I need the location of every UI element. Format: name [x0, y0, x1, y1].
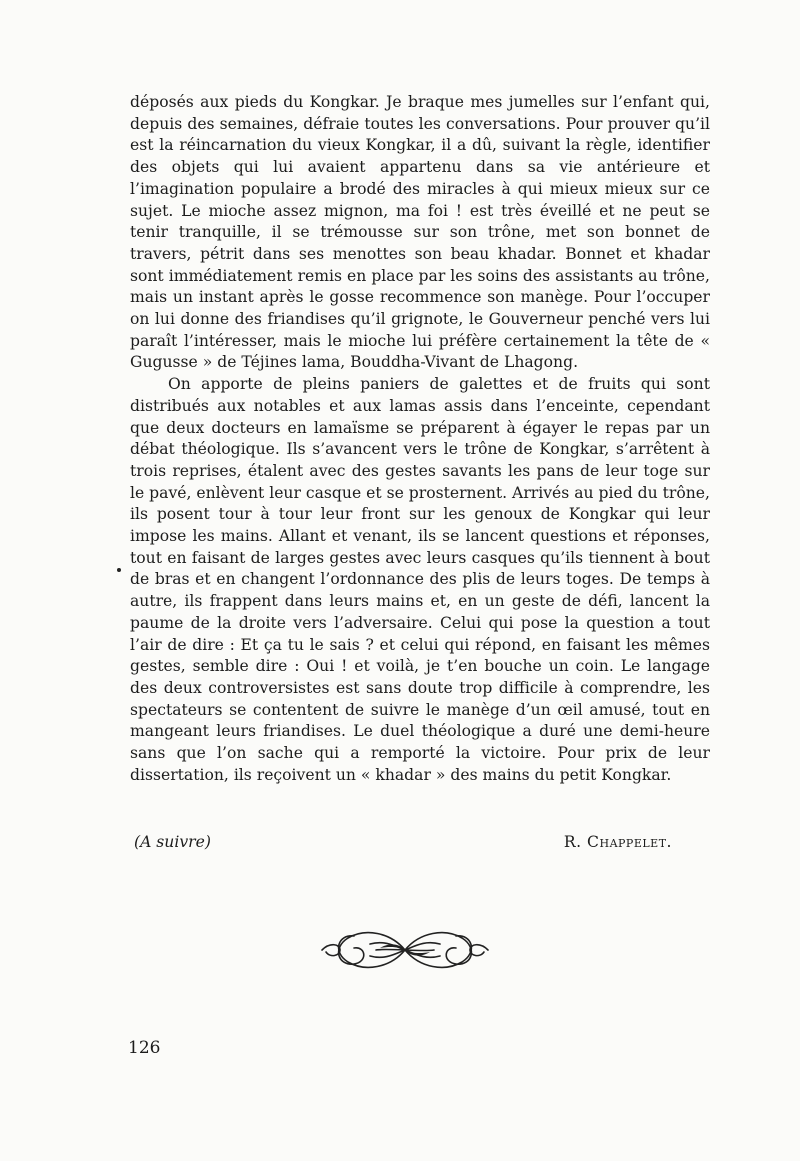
author-signature: R. Chappelet. [563, 833, 672, 851]
paragraph-2: On apporte de pleins paniers de galettes et de fruits qui sont distribués aux notables et aux lamas assis dans l’enceinte, cependant que deux docteurs en lamaïsme se préparent à égayer le repas par un débat théologique. Ils s’avancent vers le trône de Kongkar, s’arrêtent à trois reprises, étalent avec des gestes savants les pans de leur toge sur le pavé, enlèvent leur casque et se prosternent. Arrivés au pied du trône, ils posent tour à tour leur front sur les genoux de Kongkar qui leur impose les mains. Allant et venant, ils se lancent questions et réponses, tout en faisant de larges gestes avec leurs casques qu’ils tiennent à bout de bras et en changent l’ordonnance des plis de leurs toges. De temps à autre, ils frappent dans leurs mains et, en un geste de défi, lancent la paume de la droite vers l’adversaire. Celui qui pose la question a tout l’air de dire : Et ça tu le sais ? et celui qui répond, en faisant les mêmes gestes, semble dire : Oui ! et voilà, je t’en bouche un coin. Le langage des deux controversistes est sans doute trop difficile à comprendre, les spectateurs se contentent de suivre le manège d’un œil amusé, tout en mangeant leurs friandises. Le duel théologique a duré une demi-heure sans que l’on sache qui a remporté la victoire. Pour prix de leur dissertation, ils reçoivent un « khadar » des mains du petit Kongkar. [130, 375, 710, 784]
paragraph-1: déposés aux pieds du Kongkar. Je braque mes jumelles sur l’enfant qui, depuis des semaines, défraie toutes les conversations. Pour prouver qu’il est la réincarnation du vieux Kongkar, il a dû, suivant la règle, identifier des objets qui lui avaient appartenu dans sa vie antérieure et l’imagination populaire a brodé des miracles à qui mieux mieux sur ce sujet. Le mioche assez mignon, ma foi ! est très éveillé et ne peut se tenir tranquille, il se trémousse sur son trône, met son bonnet de travers, pétrit dans ses menottes son beau khadar. Bonnet et khadar sont immédiatement remis en place par les soins des assistants au trône, mais un instant après le gosse recommence son manège. Pour l’occuper on lui donne des friandises qu’il grignote, le Gouverneur penché vers lui paraît l’intéresser, mais le mioche lui préfère certainement la tête de « Gugusse » de Téjines lama, Bouddha-Vivant de Lhagong. [130, 93, 710, 372]
page-number: 126 [128, 1038, 161, 1058]
article-body [130, 92, 710, 787]
flourish-ornament-icon [310, 918, 500, 982]
to-be-continued-note: (A suivre) [134, 833, 211, 851]
margin-mark [117, 568, 121, 572]
signature-row [134, 833, 672, 851]
